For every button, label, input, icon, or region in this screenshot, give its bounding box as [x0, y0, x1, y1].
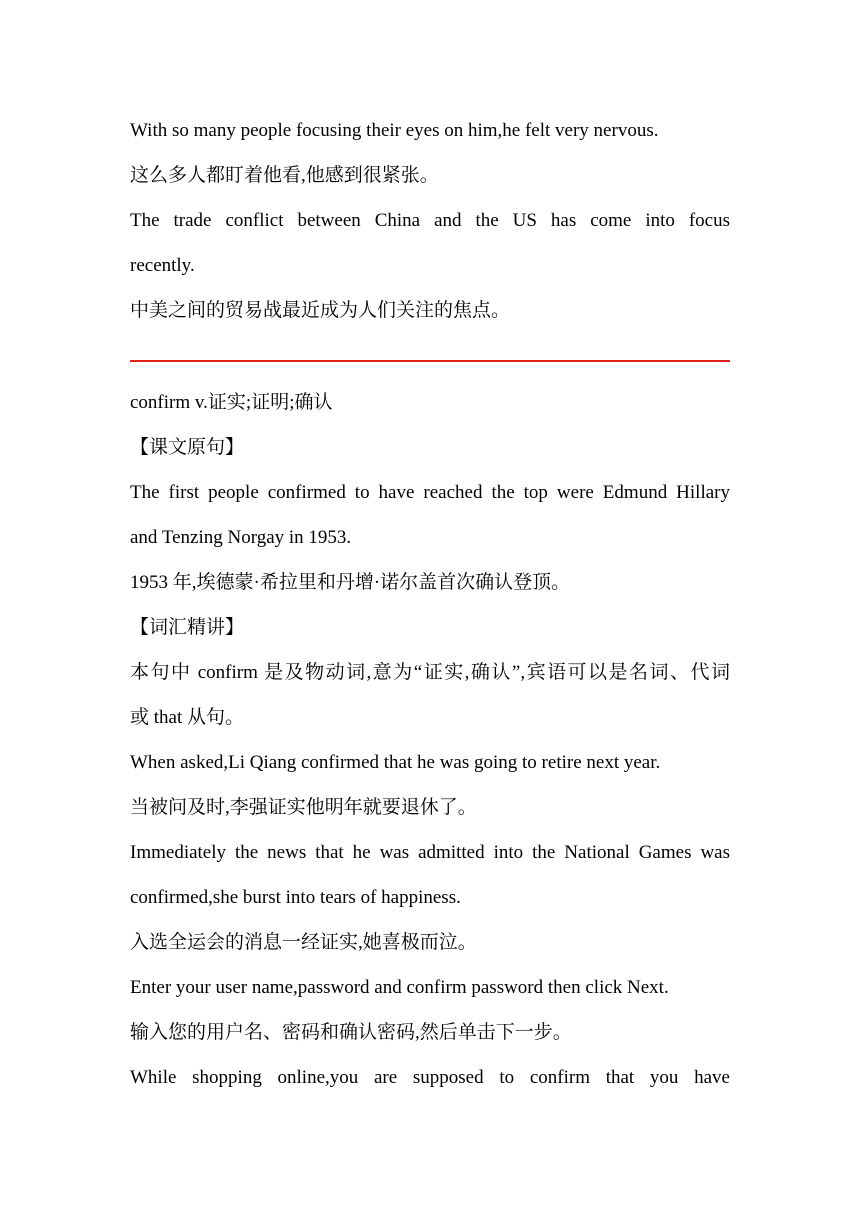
example-sentence-en: When asked,Li Qiang confirmed that he was going to retire next year. — [130, 752, 661, 773]
example-sentence-en-continued: confirmed,she burst into tears of happiness. — [130, 887, 461, 908]
textbook-translation-zh: 1953 年,埃德蒙·希拉里和丹增·诺尔盖首次确认登顶。 — [130, 572, 571, 593]
example-sentence-en-continued: recently. — [130, 255, 195, 276]
example-sentence-en: While shopping online,you are supposed to confirm that you have — [130, 1067, 730, 1088]
example-translation-zh: 这么多人都盯着他看,他感到很紧张。 — [130, 165, 439, 186]
section-label-text-source: 【课文原句】 — [130, 437, 245, 458]
example-sentence-en: Immediately the news that he was admitted into the National Games was — [130, 842, 730, 863]
example-translation-zh: 输入您的用户名、密码和确认密码,然后单击下一步。 — [130, 1022, 572, 1043]
section-label-vocab: 【词汇精讲】 — [130, 617, 245, 638]
example-translation-zh: 中美之间的贸易战最近成为人们关注的焦点。 — [130, 300, 511, 321]
example-sentence-en: The trade conflict between China and the US has come into focus — [130, 210, 730, 231]
document-page — [130, 108, 730, 1100]
textbook-sentence-en-continued: and Tenzing Norgay in 1953. — [130, 527, 352, 548]
textbook-sentence-en: The first people confirmed to have reached the top were Edmund Hillary — [130, 482, 730, 503]
vocab-explanation: 本句中 confirm 是及物动词,意为“证实,确认”,宾语可以是名词、代词 — [130, 662, 730, 683]
example-translation-zh: 入选全运会的消息一经证实,她喜极而泣。 — [130, 932, 477, 953]
example-sentence-en: Enter your user name,password and confirm password then click Next. — [130, 977, 669, 998]
headword-entry: confirm v.证实;证明;确认 — [130, 392, 333, 413]
section-divider — [130, 360, 730, 362]
example-sentence-en: With so many people focusing their eyes on him,he felt very nervous. — [130, 120, 659, 141]
example-translation-zh: 当被问及时,李强证实他明年就要退休了。 — [130, 797, 477, 818]
vocab-explanation-continued: 或 that 从句。 — [130, 707, 244, 728]
